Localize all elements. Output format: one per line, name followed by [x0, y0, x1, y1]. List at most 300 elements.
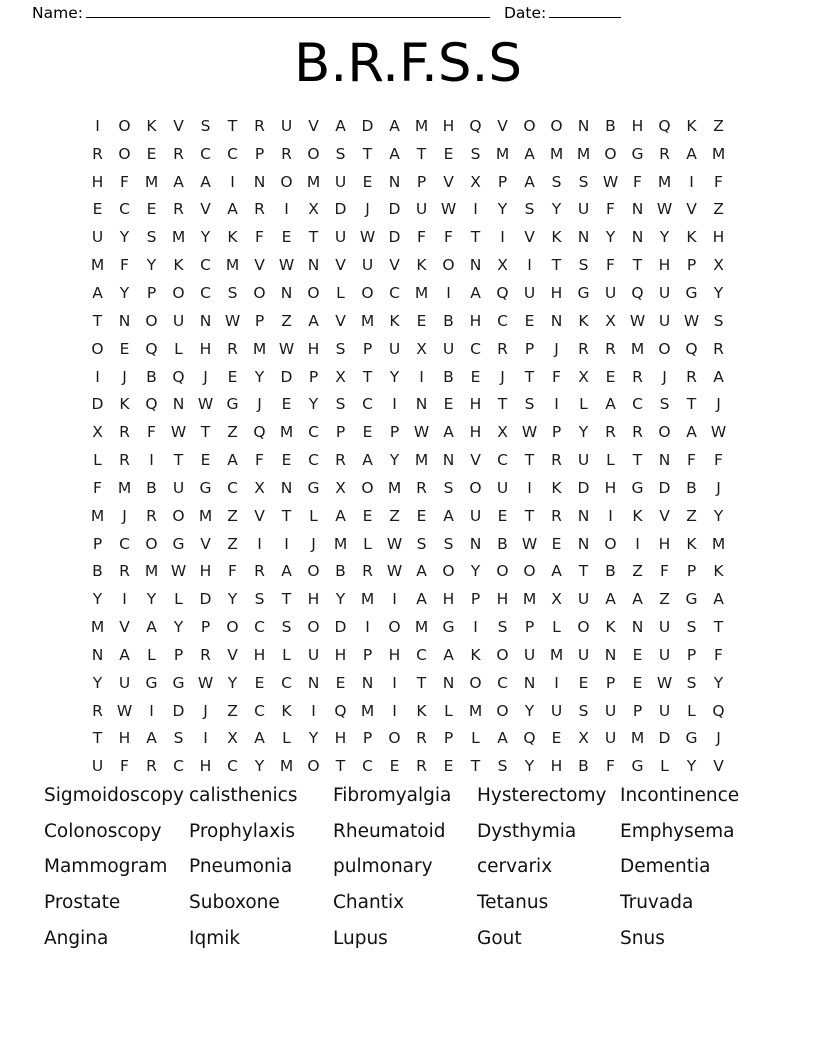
grid-letter[interactable]: N — [388, 172, 401, 191]
grid-letter[interactable]: M — [171, 228, 186, 247]
grid-letter[interactable]: W — [278, 256, 295, 275]
grid-letter[interactable]: U — [118, 673, 131, 692]
grid-letter[interactable]: N — [415, 395, 428, 414]
grid-letter[interactable]: Y — [713, 673, 724, 692]
grid-letter[interactable]: C — [200, 256, 211, 275]
grid-letter[interactable]: T — [524, 506, 535, 525]
grid-letter[interactable]: X — [416, 339, 427, 358]
grid-letter[interactable]: Z — [389, 506, 400, 525]
grid-letter[interactable]: A — [524, 172, 535, 191]
grid-letter[interactable]: R — [227, 339, 238, 358]
grid-letter[interactable]: Y — [497, 200, 508, 219]
grid-letter[interactable]: K — [605, 618, 616, 637]
grid-letter[interactable]: W — [359, 228, 376, 247]
grid-letter[interactable]: K — [470, 645, 481, 664]
grid-letter[interactable]: O — [307, 618, 320, 637]
grid-letter[interactable]: N — [199, 311, 212, 330]
grid-letter[interactable]: E — [119, 339, 130, 358]
grid-letter[interactable]: S — [443, 534, 454, 553]
word-list-item[interactable]: Prostate — [44, 891, 121, 913]
grid-letter[interactable]: P — [605, 673, 616, 692]
grid-letter[interactable]: T — [686, 395, 697, 414]
grid-letter[interactable]: L — [309, 506, 318, 525]
grid-letter[interactable]: A — [524, 144, 535, 163]
grid-letter[interactable]: A — [335, 116, 346, 135]
grid-letter[interactable]: O — [658, 339, 671, 358]
grid-letter[interactable]: L — [93, 451, 102, 470]
grid-letter[interactable]: K — [713, 562, 724, 581]
grid-letter[interactable]: M — [306, 172, 321, 191]
grid-letter[interactable]: T — [281, 590, 292, 609]
word-list-item[interactable]: calisthenics — [189, 784, 298, 806]
grid-letter[interactable]: J — [716, 395, 721, 414]
grid-letter[interactable]: O — [280, 172, 293, 191]
grid-letter[interactable]: W — [170, 423, 187, 442]
grid-letter[interactable]: X — [497, 256, 508, 275]
grid-letter[interactable]: L — [579, 395, 588, 414]
grid-letter[interactable]: Y — [605, 228, 616, 247]
grid-letter[interactable]: A — [443, 506, 454, 525]
grid-letter[interactable]: Z — [227, 701, 238, 720]
grid-letter[interactable]: S — [578, 256, 589, 275]
grid-letter[interactable]: G — [685, 729, 698, 748]
grid-letter[interactable]: M — [711, 144, 726, 163]
grid-letter[interactable]: E — [416, 311, 427, 330]
grid-letter[interactable]: N — [577, 228, 590, 247]
grid-letter[interactable]: S — [497, 618, 508, 637]
grid-letter[interactable]: E — [146, 144, 157, 163]
grid-letter[interactable]: P — [308, 367, 319, 386]
grid-letter[interactable]: P — [686, 562, 697, 581]
grid-letter[interactable]: R — [254, 116, 265, 135]
grid-letter[interactable]: G — [577, 283, 590, 302]
grid-letter[interactable]: S — [713, 311, 724, 330]
grid-letter[interactable]: L — [552, 618, 561, 637]
grid-letter[interactable]: E — [146, 200, 157, 219]
grid-letter[interactable]: Z — [227, 423, 238, 442]
grid-letter[interactable]: A — [416, 590, 427, 609]
grid-letter[interactable]: L — [336, 283, 345, 302]
grid-letter[interactable]: U — [442, 339, 455, 358]
grid-letter[interactable]: E — [335, 673, 346, 692]
grid-letter[interactable]: W — [386, 534, 403, 553]
grid-letter[interactable]: V — [443, 172, 454, 191]
grid-letter[interactable]: D — [334, 618, 347, 637]
grid-letter[interactable]: J — [716, 729, 721, 748]
grid-letter[interactable]: U — [577, 590, 590, 609]
grid-letter[interactable]: R — [497, 339, 508, 358]
grid-letter[interactable]: F — [606, 256, 615, 275]
grid-letter[interactable]: M — [414, 283, 429, 302]
grid-letter[interactable]: J — [203, 701, 208, 720]
grid-letter[interactable]: I — [689, 172, 694, 191]
grid-letter[interactable]: B — [92, 562, 103, 581]
grid-letter[interactable]: T — [632, 451, 643, 470]
grid-letter[interactable]: S — [335, 395, 346, 414]
grid-letter[interactable]: H — [469, 311, 482, 330]
grid-letter[interactable]: S — [173, 729, 184, 748]
grid-letter[interactable]: D — [388, 200, 401, 219]
grid-letter[interactable]: R — [686, 367, 697, 386]
grid-letter[interactable]: D — [91, 395, 104, 414]
grid-letter[interactable]: I — [311, 701, 316, 720]
grid-letter[interactable]: T — [173, 451, 184, 470]
word-list-item[interactable]: Lupus — [333, 927, 388, 949]
grid-letter[interactable]: H — [442, 590, 455, 609]
grid-letter[interactable]: T — [524, 451, 535, 470]
grid-letter[interactable]: N — [253, 172, 266, 191]
grid-letter[interactable]: R — [605, 423, 616, 442]
grid-letter[interactable]: E — [254, 673, 265, 692]
grid-letter[interactable]: N — [172, 395, 185, 414]
grid-letter[interactable]: M — [90, 506, 105, 525]
grid-letter[interactable]: R — [551, 506, 562, 525]
grid-letter[interactable]: T — [551, 256, 562, 275]
grid-letter[interactable]: W — [278, 339, 295, 358]
word-list-item[interactable]: Truvada — [620, 891, 694, 913]
grid-letter[interactable]: I — [203, 729, 208, 748]
grid-letter[interactable]: U — [658, 618, 671, 637]
word-list-item[interactable]: Incontinence — [620, 784, 740, 806]
grid-letter[interactable]: L — [471, 729, 480, 748]
grid-letter[interactable]: S — [254, 590, 265, 609]
grid-letter[interactable]: M — [252, 339, 267, 358]
grid-letter[interactable]: P — [470, 590, 481, 609]
grid-letter[interactable]: A — [146, 618, 157, 637]
grid-letter[interactable]: O — [442, 562, 455, 581]
grid-letter[interactable]: C — [497, 311, 508, 330]
grid-letter[interactable]: C — [200, 283, 211, 302]
grid-letter[interactable]: G — [199, 478, 212, 497]
grid-letter[interactable]: E — [92, 200, 103, 219]
grid-letter[interactable]: V — [254, 256, 265, 275]
grid-letter[interactable]: H — [658, 534, 671, 553]
grid-letter[interactable]: M — [333, 534, 348, 553]
grid-letter[interactable]: G — [307, 478, 320, 497]
grid-letter[interactable]: B — [605, 116, 616, 135]
grid-letter[interactable]: C — [119, 200, 130, 219]
grid-letter[interactable]: F — [633, 172, 642, 191]
grid-letter[interactable]: L — [606, 451, 615, 470]
grid-letter[interactable]: J — [203, 367, 208, 386]
grid-letter[interactable]: P — [389, 423, 400, 442]
grid-letter[interactable]: E — [578, 673, 589, 692]
grid-letter[interactable]: S — [497, 757, 508, 776]
grid-letter[interactable]: Q — [658, 116, 671, 135]
grid-letter[interactable]: S — [470, 144, 481, 163]
grid-letter[interactable]: V — [227, 645, 238, 664]
grid-letter[interactable]: O — [307, 562, 320, 581]
grid-letter[interactable]: E — [281, 395, 292, 414]
grid-letter[interactable]: D — [334, 200, 347, 219]
word-list-item[interactable]: Tetanus — [477, 891, 549, 913]
grid-letter[interactable]: K — [281, 701, 292, 720]
grid-letter[interactable]: O — [172, 283, 185, 302]
grid-letter[interactable]: R — [119, 451, 130, 470]
grid-letter[interactable]: M — [198, 506, 213, 525]
grid-letter[interactable]: P — [497, 172, 508, 191]
grid-letter[interactable]: M — [90, 618, 105, 637]
grid-letter[interactable]: W — [521, 423, 538, 442]
grid-letter[interactable]: M — [630, 729, 645, 748]
grid-letter[interactable]: N — [658, 451, 671, 470]
word-list-item[interactable]: Mammogram — [44, 856, 168, 878]
grid-letter[interactable]: R — [416, 478, 427, 497]
grid-letter[interactable]: O — [91, 339, 104, 358]
grid-letter[interactable]: C — [416, 645, 427, 664]
grid-letter[interactable]: R — [146, 757, 157, 776]
grid-letter[interactable]: P — [443, 729, 454, 748]
grid-letter[interactable]: A — [686, 423, 697, 442]
grid-letter[interactable]: Q — [172, 367, 185, 386]
grid-letter[interactable]: B — [686, 478, 697, 497]
grid-letter[interactable]: E — [200, 451, 211, 470]
grid-letter[interactable]: T — [416, 144, 427, 163]
grid-letter[interactable]: C — [173, 757, 184, 776]
grid-letter[interactable]: A — [254, 729, 265, 748]
word-list-item[interactable]: Angina — [44, 927, 109, 949]
grid-letter[interactable]: P — [146, 283, 157, 302]
grid-letter[interactable]: Y — [308, 729, 319, 748]
grid-letter[interactable]: X — [497, 423, 508, 442]
grid-letter[interactable]: E — [281, 228, 292, 247]
grid-letter[interactable]: N — [604, 645, 617, 664]
grid-letter[interactable]: W — [116, 701, 133, 720]
grid-letter[interactable]: B — [443, 367, 454, 386]
grid-letter[interactable]: P — [254, 144, 265, 163]
grid-letter[interactable]: Y — [335, 590, 346, 609]
grid-letter[interactable]: D — [658, 478, 671, 497]
grid-letter[interactable]: X — [335, 478, 346, 497]
grid-letter[interactable]: K — [389, 311, 400, 330]
grid-letter[interactable]: N — [118, 311, 131, 330]
grid-letter[interactable]: H — [199, 562, 212, 581]
grid-letter[interactable]: S — [443, 478, 454, 497]
grid-letter[interactable]: W — [521, 534, 538, 553]
grid-letter[interactable]: A — [416, 562, 427, 581]
grid-letter[interactable]: J — [662, 367, 667, 386]
grid-letter[interactable]: U — [604, 729, 617, 748]
grid-letter[interactable]: K — [686, 534, 697, 553]
grid-letter[interactable]: M — [360, 701, 375, 720]
word-list-item[interactable]: Fibromyalgia — [333, 784, 452, 806]
grid-letter[interactable]: C — [362, 395, 373, 414]
grid-letter[interactable]: C — [362, 757, 373, 776]
grid-letter[interactable]: T — [713, 618, 724, 637]
grid-letter[interactable]: U — [91, 757, 104, 776]
grid-letter[interactable]: Q — [145, 339, 158, 358]
grid-letter[interactable]: E — [524, 311, 535, 330]
grid-letter[interactable]: Z — [713, 200, 724, 219]
grid-letter[interactable]: I — [608, 506, 613, 525]
grid-letter[interactable]: W — [656, 673, 673, 692]
grid-letter[interactable]: W — [710, 423, 727, 442]
grid-letter[interactable]: H — [496, 590, 509, 609]
grid-letter[interactable]: D — [172, 701, 185, 720]
grid-letter[interactable]: Y — [524, 701, 535, 720]
grid-letter[interactable]: E — [443, 395, 454, 414]
grid-letter[interactable]: J — [257, 395, 262, 414]
grid-letter[interactable]: M — [630, 339, 645, 358]
grid-letter[interactable]: N — [442, 451, 455, 470]
grid-letter[interactable]: G — [631, 757, 644, 776]
grid-letter[interactable]: C — [632, 395, 643, 414]
grid-letter[interactable]: U — [496, 478, 509, 497]
grid-letter[interactable]: A — [146, 729, 157, 748]
grid-letter[interactable]: U — [658, 283, 671, 302]
grid-letter[interactable]: X — [308, 200, 319, 219]
grid-letter[interactable]: F — [660, 562, 669, 581]
grid-letter[interactable]: C — [497, 673, 508, 692]
grid-letter[interactable]: D — [199, 590, 212, 609]
grid-letter[interactable]: Q — [523, 729, 536, 748]
grid-letter[interactable]: A — [362, 451, 373, 470]
grid-letter[interactable]: H — [631, 116, 644, 135]
grid-letter[interactable]: U — [577, 451, 590, 470]
grid-letter[interactable]: E — [443, 144, 454, 163]
grid-letter[interactable]: X — [578, 729, 589, 748]
grid-letter[interactable]: A — [497, 729, 508, 748]
grid-letter[interactable]: T — [308, 228, 319, 247]
grid-letter[interactable]: W — [197, 673, 214, 692]
grid-letter[interactable]: Y — [92, 673, 103, 692]
grid-letter[interactable]: N — [523, 673, 536, 692]
grid-letter[interactable]: M — [144, 562, 159, 581]
grid-letter[interactable]: W — [602, 172, 619, 191]
grid-letter[interactable]: A — [92, 283, 103, 302]
grid-letter[interactable]: Z — [632, 562, 643, 581]
grid-letter[interactable]: V — [119, 618, 130, 637]
grid-letter[interactable]: M — [360, 311, 375, 330]
grid-letter[interactable]: Z — [227, 506, 238, 525]
grid-letter[interactable]: M — [360, 590, 375, 609]
grid-letter[interactable]: R — [632, 367, 643, 386]
grid-letter[interactable]: O — [550, 116, 563, 135]
grid-letter[interactable]: U — [577, 200, 590, 219]
grid-letter[interactable]: Z — [659, 590, 670, 609]
grid-letter[interactable]: G — [685, 590, 698, 609]
grid-letter[interactable]: N — [280, 283, 293, 302]
grid-letter[interactable]: H — [469, 423, 482, 442]
grid-letter[interactable]: V — [686, 200, 697, 219]
grid-letter[interactable]: O — [523, 116, 536, 135]
grid-letter[interactable]: A — [713, 590, 724, 609]
grid-letter[interactable]: V — [254, 506, 265, 525]
grid-letter[interactable]: O — [361, 283, 374, 302]
word-list-item[interactable]: Snus — [620, 927, 665, 949]
grid-letter[interactable]: M — [414, 618, 429, 637]
grid-letter[interactable]: T — [200, 423, 211, 442]
word-list-item[interactable]: Sigmoidoscopy — [44, 784, 184, 806]
grid-letter[interactable]: F — [606, 757, 615, 776]
word-search-grid[interactable] — [84, 112, 732, 780]
grid-letter[interactable]: J — [122, 367, 127, 386]
grid-letter[interactable]: N — [469, 534, 482, 553]
grid-letter[interactable]: G — [442, 618, 455, 637]
grid-letter[interactable]: R — [632, 423, 643, 442]
grid-letter[interactable]: Q — [496, 283, 509, 302]
grid-letter[interactable]: O — [442, 256, 455, 275]
grid-letter[interactable]: X — [335, 367, 346, 386]
grid-letter[interactable]: O — [496, 562, 509, 581]
grid-letter[interactable]: U — [550, 701, 563, 720]
grid-letter[interactable]: U — [604, 701, 617, 720]
grid-letter[interactable]: I — [554, 673, 559, 692]
grid-letter[interactable]: N — [577, 534, 590, 553]
grid-letter[interactable]: V — [389, 256, 400, 275]
grid-letter[interactable]: P — [686, 256, 697, 275]
grid-letter[interactable]: F — [417, 228, 426, 247]
grid-letter[interactable]: K — [686, 228, 697, 247]
grid-letter[interactable]: D — [388, 228, 401, 247]
grid-letter[interactable]: P — [173, 645, 184, 664]
grid-letter[interactable]: Y — [713, 506, 724, 525]
grid-letter[interactable]: N — [307, 673, 320, 692]
grid-letter[interactable]: M — [279, 423, 294, 442]
grid-letter[interactable]: H — [658, 256, 671, 275]
grid-letter[interactable]: A — [335, 506, 346, 525]
grid-letter[interactable]: R — [551, 451, 562, 470]
grid-letter[interactable]: B — [443, 311, 454, 330]
grid-letter[interactable]: I — [392, 395, 397, 414]
grid-letter[interactable]: S — [524, 395, 535, 414]
grid-letter[interactable]: P — [335, 423, 346, 442]
word-list-item[interactable]: Chantix — [333, 891, 405, 913]
grid-letter[interactable]: R — [713, 339, 724, 358]
grid-letter[interactable]: Y — [254, 367, 265, 386]
grid-letter[interactable]: H — [388, 645, 401, 664]
grid-letter[interactable]: X — [713, 256, 724, 275]
grid-letter[interactable]: Y — [119, 228, 130, 247]
grid-letter[interactable]: Q — [469, 116, 482, 135]
grid-letter[interactable]: K — [173, 256, 184, 275]
grid-letter[interactable]: F — [714, 172, 723, 191]
grid-letter[interactable]: C — [308, 451, 319, 470]
grid-letter[interactable]: H — [442, 116, 455, 135]
grid-letter[interactable]: P — [254, 311, 265, 330]
grid-letter[interactable]: S — [578, 701, 589, 720]
grid-letter[interactable]: A — [227, 451, 238, 470]
grid-letter[interactable]: A — [551, 562, 562, 581]
grid-letter[interactable]: C — [281, 673, 292, 692]
grid-letter[interactable]: S — [146, 228, 157, 247]
grid-letter[interactable]: A — [605, 395, 616, 414]
grid-letter[interactable]: X — [254, 478, 265, 497]
date-write-in-line[interactable] — [549, 4, 621, 18]
grid-letter[interactable]: S — [686, 673, 697, 692]
grid-letter[interactable]: M — [549, 645, 564, 664]
grid-letter[interactable]: V — [335, 256, 346, 275]
grid-letter[interactable]: S — [335, 339, 346, 358]
grid-letter[interactable]: F — [120, 757, 129, 776]
grid-letter[interactable]: V — [200, 200, 211, 219]
grid-letter[interactable]: R — [200, 645, 211, 664]
grid-letter[interactable]: N — [550, 311, 563, 330]
grid-letter[interactable]: D — [658, 729, 671, 748]
grid-letter[interactable]: Q — [631, 283, 644, 302]
grid-letter[interactable]: X — [578, 367, 589, 386]
grid-letter[interactable]: E — [605, 367, 616, 386]
grid-letter[interactable]: N — [469, 256, 482, 275]
grid-letter[interactable]: Z — [686, 506, 697, 525]
grid-letter[interactable]: M — [468, 701, 483, 720]
grid-letter[interactable]: E — [281, 451, 292, 470]
grid-letter[interactable]: B — [497, 534, 508, 553]
grid-letter[interactable]: Y — [92, 590, 103, 609]
grid-letter[interactable]: G — [226, 395, 239, 414]
grid-letter[interactable]: U — [658, 311, 671, 330]
grid-letter[interactable]: I — [527, 256, 532, 275]
